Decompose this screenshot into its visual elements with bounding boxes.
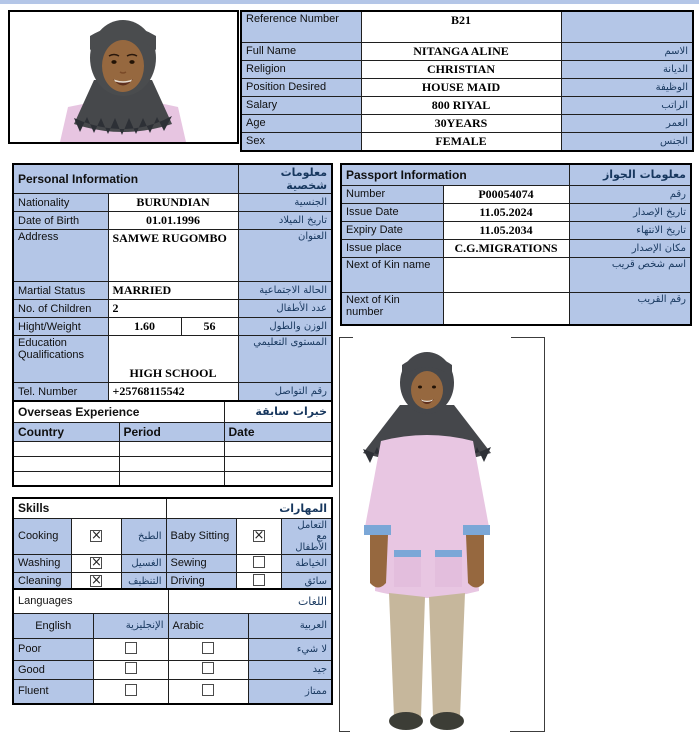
poor-label: Poor — [13, 638, 93, 660]
empty-cell — [13, 456, 119, 471]
passport-info-title: Passport Information — [341, 164, 569, 185]
languages-table — [12, 588, 333, 705]
row-poor — [13, 638, 332, 660]
arabic-column-label: Arabic — [168, 613, 248, 638]
row-children — [13, 300, 332, 318]
row-good — [13, 660, 332, 679]
sex-value: FEMALE — [361, 132, 561, 151]
expiry-date-value: 11.05.2034 — [443, 221, 569, 239]
row-kin-name — [341, 257, 691, 292]
baby-sitting-label: Baby Sitting — [166, 518, 236, 554]
date-of-birth-value: 01.01.1996 — [108, 212, 238, 230]
fluent-label: Fluent — [13, 679, 93, 704]
cooking-checkbox[interactable]: × — [91, 528, 102, 543]
reference-number-value: B21 — [361, 11, 561, 42]
row-expiry-date — [341, 221, 691, 239]
good-arabic-checkbox-cell — [168, 660, 248, 679]
row-education — [13, 336, 332, 383]
row-address — [13, 230, 332, 282]
page-top-strip — [0, 0, 699, 4]
row-passport-number — [341, 185, 691, 203]
row-issue-date — [341, 203, 691, 221]
date-of-birth-arabic: تاريخ الميلاد — [238, 212, 332, 230]
row-position-desired — [241, 78, 693, 96]
position-desired-value: HOUSE MAID — [361, 78, 561, 96]
kin-number-label: Next of Kin number — [341, 292, 443, 325]
cooking-checkbox-cell — [71, 518, 121, 554]
kin-name-label: Next of Kin name — [341, 257, 443, 292]
languages-header — [13, 589, 332, 613]
overseas-header — [13, 401, 332, 422]
washing-label: Washing — [13, 554, 71, 572]
children-arabic: عدد الأطفال — [238, 300, 332, 318]
issue-place-value: C.G.MIGRATIONS — [443, 239, 569, 257]
tel-number-arabic: رقم التواصل — [238, 383, 332, 402]
expiry-date-label: Expiry Date — [341, 221, 443, 239]
overseas-col-date: Date — [224, 422, 332, 441]
issue-place-arabic: مكان الإصدار — [569, 239, 691, 257]
driving-label: Driving — [166, 572, 236, 591]
education-value: HIGH SCHOOL — [108, 336, 238, 383]
empty-cell — [119, 441, 224, 456]
skills-row-2 — [13, 554, 332, 572]
row-religion — [241, 60, 693, 78]
languages-title-arabic: اللغات — [168, 589, 332, 613]
full-name-label: Full Name — [241, 42, 361, 60]
religion-arabic: الديانة — [561, 60, 693, 78]
headshot-photo-box — [8, 10, 239, 144]
baby-sitting-checkbox[interactable]: × — [253, 528, 265, 543]
address-label: Address — [13, 230, 108, 282]
overseas-column-headers — [13, 422, 332, 441]
empty-cell — [224, 471, 332, 486]
religion-value: CHRISTIAN — [361, 60, 561, 78]
full-name-arabic: الاسم — [561, 42, 693, 60]
empty-cell — [13, 441, 119, 456]
good-arabic-checkbox[interactable] — [202, 662, 214, 674]
tel-number-value: +25768115542 — [108, 383, 238, 402]
empty-cell — [224, 456, 332, 471]
languages-column-headers — [13, 613, 332, 638]
tel-number-label: Tel. Number — [13, 383, 108, 402]
skills-header — [13, 498, 332, 518]
row-hight-weight — [13, 318, 332, 336]
address-arabic: العنوان — [238, 230, 332, 282]
poor-english-checkbox[interactable] — [125, 642, 137, 654]
empty-cell — [119, 456, 224, 471]
salary-arabic: الراتب — [561, 96, 693, 114]
personal-info-table — [12, 163, 333, 403]
hight-weight-label: Hight/Weight — [13, 318, 108, 336]
english-column-label: English — [13, 613, 93, 638]
expiry-date-arabic: تاريخ الانتهاء — [569, 221, 691, 239]
issue-date-arabic: تاريخ الإصدار — [569, 203, 691, 221]
overseas-col-country: Country — [13, 422, 119, 441]
good-english-checkbox[interactable] — [125, 662, 137, 674]
personal-info-title-arabic: معلومات شخصية — [238, 164, 332, 194]
sewing-checkbox-cell — [236, 554, 281, 572]
row-reference-number — [241, 11, 693, 42]
sewing-arabic: الخياطة — [281, 554, 332, 572]
kin-number-value — [443, 292, 569, 325]
date-of-birth-label: Date of Birth — [13, 212, 108, 230]
fluent-arabic-label: ممتاز — [248, 679, 332, 704]
passport-number-label: Number — [341, 185, 443, 203]
good-english-checkbox-cell — [93, 660, 168, 679]
arabic-column-arabic: العربية — [248, 613, 332, 638]
overseas-col-period: Period — [119, 422, 224, 441]
nationality-label: Nationality — [13, 194, 108, 212]
weight-value: 56 — [181, 318, 238, 336]
position-desired-label: Position Desired — [241, 78, 361, 96]
salary-label: Salary — [241, 96, 361, 114]
overseas-row-empty — [13, 471, 332, 486]
nationality-value: BURUNDIAN — [108, 194, 238, 212]
age-label: Age — [241, 114, 361, 132]
row-sex — [241, 132, 693, 151]
overseas-row-empty — [13, 441, 332, 456]
driving-checkbox[interactable] — [253, 574, 265, 586]
row-martial-status — [13, 282, 332, 300]
kin-number-arabic: رقم القريب — [569, 292, 691, 325]
skills-row-1 — [13, 518, 332, 554]
washing-checkbox-cell — [71, 554, 121, 572]
fluent-english-checkbox-cell — [93, 679, 168, 704]
issue-date-value: 11.05.2024 — [443, 203, 569, 221]
fluent-arabic-checkbox-cell — [168, 679, 248, 704]
full-name-value: NITANGA ALINE — [361, 42, 561, 60]
passport-number-value: P00054074 — [443, 185, 569, 203]
skills-table — [12, 497, 333, 592]
poor-english-checkbox-cell — [93, 638, 168, 660]
salary-value: 800 RIYAL — [361, 96, 561, 114]
overseas-experience-table — [12, 400, 333, 487]
cooking-label: Cooking — [13, 518, 71, 554]
personal-info-title: Personal Information — [13, 164, 238, 194]
height-value: 1.60 — [108, 318, 181, 336]
fluent-arabic-checkbox[interactable] — [202, 684, 214, 696]
fluent-english-checkbox[interactable] — [125, 684, 137, 696]
education-label: Education Qualifications — [13, 336, 108, 383]
skills-title-arabic: المهارات — [166, 498, 332, 518]
row-kin-number — [341, 292, 691, 325]
reference-number-label: Reference Number — [241, 11, 361, 42]
row-salary — [241, 96, 693, 114]
row-date-of-birth — [13, 212, 332, 230]
issue-place-label: Issue place — [341, 239, 443, 257]
driving-arabic: سائق — [281, 572, 332, 591]
martial-status-label: Martial Status — [13, 282, 108, 300]
empty-cell — [119, 471, 224, 486]
cooking-arabic: الطبخ — [121, 518, 166, 554]
personal-info-header — [13, 164, 332, 194]
row-tel-number — [13, 383, 332, 402]
empty-cell — [224, 441, 332, 456]
headshot-photo — [10, 12, 237, 142]
row-nationality — [13, 194, 332, 212]
reference-number-arabic — [561, 11, 693, 42]
age-arabic: العمر — [561, 114, 693, 132]
children-label: No. of Children — [13, 300, 108, 318]
empty-cell — [13, 471, 119, 486]
poor-arabic-checkbox-cell — [168, 638, 248, 660]
top-info-table — [240, 10, 694, 152]
baby-sitting-checkbox-cell — [236, 518, 281, 554]
cleaning-label: Cleaning — [13, 572, 71, 591]
address-value: SAMWE RUGOMBO — [108, 230, 238, 282]
row-age — [241, 114, 693, 132]
languages-title: Languages — [13, 589, 168, 613]
cleaning-arabic: التنظيف — [121, 572, 166, 591]
overseas-row-empty — [13, 456, 332, 471]
row-full-name — [241, 42, 693, 60]
cleaning-checkbox[interactable]: × — [91, 573, 102, 588]
sex-arabic: الجنس — [561, 132, 693, 151]
religion-label: Religion — [241, 60, 361, 78]
overseas-title: Overseas Experience — [13, 401, 224, 422]
baby-sitting-arabic: التعامل مع الأطفال — [281, 518, 332, 554]
position-desired-arabic: الوظيفة — [561, 78, 693, 96]
children-value: 2 — [108, 300, 238, 318]
row-issue-place — [341, 239, 691, 257]
age-value: 30YEARS — [361, 114, 561, 132]
issue-date-label: Issue Date — [341, 203, 443, 221]
row-fluent — [13, 679, 332, 704]
passport-info-header — [341, 164, 691, 185]
english-column-arabic: الإنجليزية — [93, 613, 168, 638]
nationality-arabic: الجنسية — [238, 194, 332, 212]
poor-arabic-label: لا شيء — [248, 638, 332, 660]
passport-info-title-arabic: معلومات الجواز — [569, 164, 691, 185]
sewing-checkbox[interactable] — [253, 556, 265, 568]
sex-label: Sex — [241, 132, 361, 151]
hight-weight-arabic: الوزن والطول — [238, 318, 332, 336]
martial-status-arabic: الحالة الاجتماعية — [238, 282, 332, 300]
fullbody-photo — [339, 335, 545, 735]
overseas-title-arabic: خبرات سابقة — [224, 401, 332, 422]
kin-name-arabic: اسم شخص قريب — [569, 257, 691, 292]
poor-arabic-checkbox[interactable] — [202, 642, 214, 654]
skills-title: Skills — [13, 498, 166, 518]
sewing-label: Sewing — [166, 554, 236, 572]
passport-number-arabic: رقم — [569, 185, 691, 203]
education-arabic: المستوى التعليمي — [238, 336, 332, 383]
washing-arabic: الغسيل — [121, 554, 166, 572]
good-label: Good — [13, 660, 93, 679]
good-arabic-label: جيد — [248, 660, 332, 679]
washing-checkbox[interactable]: × — [91, 555, 102, 570]
kin-name-value — [443, 257, 569, 292]
passport-info-table — [340, 163, 692, 326]
martial-status-value: MARRIED — [108, 282, 238, 300]
